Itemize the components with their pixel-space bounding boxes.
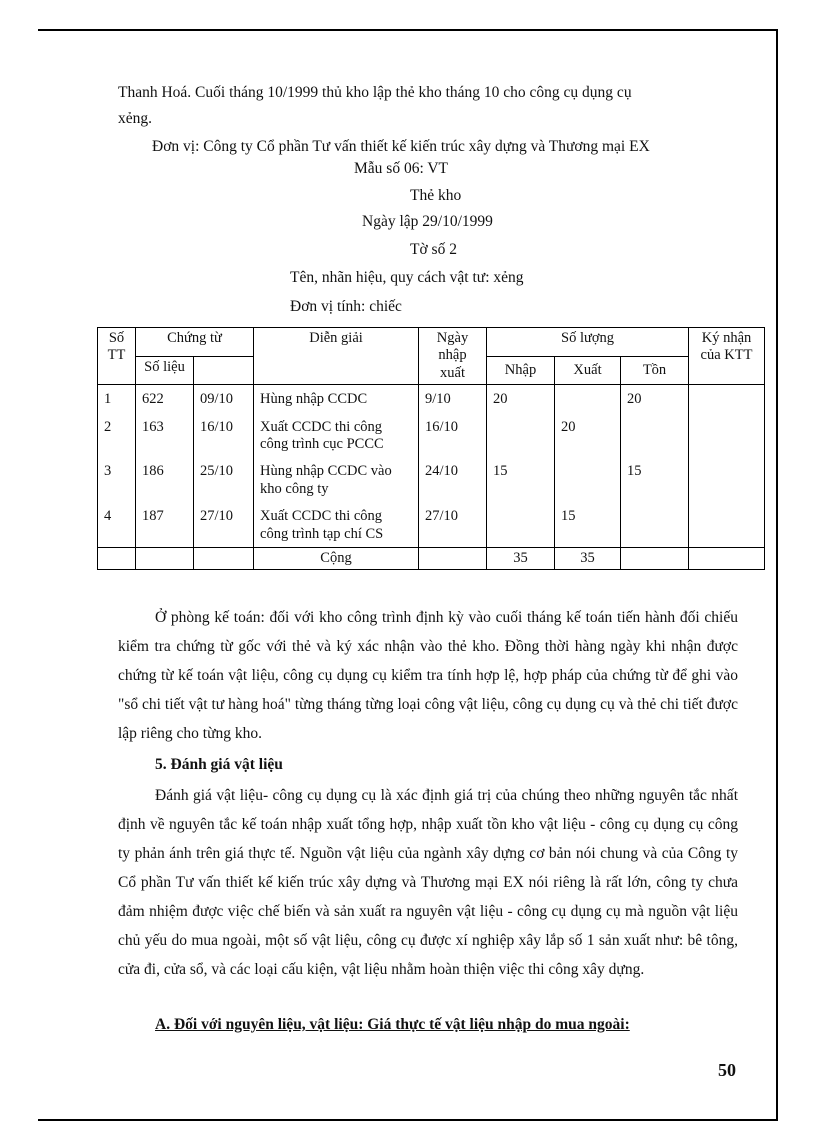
header-description: Diễn giải — [254, 328, 419, 385]
total-out: 35 — [555, 547, 621, 569]
unit-of-measure: Đơn vị tính: chiếc — [290, 298, 402, 315]
header-date-in-out: Ngày nhập xuất — [419, 328, 487, 385]
table-row: 2 163 16/10 Xuất CCDC thi công công trình cục PCCC 16/10 20 — [98, 413, 765, 458]
intro-line-2: xẻng. — [118, 110, 153, 127]
header-voucher-no: Số liệu — [136, 356, 194, 385]
intro-line-1: Thanh Hoá. Cuối tháng 10/1999 thủ kho lập thẻ kho tháng 10 cho công cụ dụng cụ — [118, 84, 632, 101]
header-voucher-date — [194, 356, 254, 385]
header-out: Xuất — [555, 356, 621, 385]
section-5-heading: 5. Đánh giá vật liệu — [155, 756, 283, 773]
unit-line: Đơn vị: Công ty Cổ phần Tư vấn thiết kế kiến trúc xây dựng và Thương mại EX — [152, 138, 650, 155]
total-in: 35 — [487, 547, 555, 569]
item-name: Tên, nhãn hiệu, quy cách vật tư: xẻng — [290, 269, 524, 286]
header-signature: Ký nhận của KTT — [689, 328, 765, 385]
table-row: 1 622 09/10 Hùng nhập CCDC 9/10 20 20 — [98, 385, 765, 413]
header-stt: Số TT — [98, 328, 136, 385]
sheet-number: Tờ số 2 — [410, 241, 457, 258]
stock-card-table — [97, 327, 765, 570]
card-title: Thẻ kho — [410, 187, 462, 204]
paragraph-valuation: Đánh giá vật liệu- công cụ dụng cụ là xác định giá trị của chúng theo những nguyên tắc nhất định về nguyên tắc kế toán nhập xuất tổng hợp, nhập xuất tồn kho vật liệu - công cụ dụng cụ công ty phản ánh trên giá thực tế. Nguồn vật liệu của ngành xây dựng cơ bản nói chung và của Công ty Cổ phần Tư vấn thiết kế kiến trúc xây dựng và Thương mại EX nói riêng là rất lớn, công ty chưa đảm nhiệm được việc chế biến và sản xuất ra nguyên vật liệu - công cụ dụng cụ mà nguồn vật liệu chủ yếu do mua ngoài, một số vật liệu, công cụ được xí nghiệp xây lắp số 1 sản xuất như: bê tông, cửa đi, cửa sổ, và các loại cấu kiện, vật liệu nhằm hoàn thiện việc thi công xây dựng. — [118, 787, 738, 978]
page-number: 50 — [718, 1060, 736, 1080]
header-quantity: Số lượng — [487, 328, 689, 357]
table-row: 3 186 25/10 Hùng nhập CCDC vào kho công ty 24/10 15 15 — [98, 457, 765, 502]
header-voucher: Chứng từ — [136, 328, 254, 357]
card-date: Ngày lập 29/10/1999 — [362, 213, 493, 230]
form-number: Mẫu số 06: VT — [354, 160, 449, 177]
paragraph-accounting: Ở phòng kế toán: đối với kho công trình định kỳ vào cuối tháng kế toán tiến hành đối chiếu kiểm tra chứng từ gốc với thẻ và ký xác nhận vào thẻ kho. Đồng thời hàng ngày khi nhận được chứng từ kế toán vật liệu, công cụ dụng cụ kiểm tra tính hợp lệ, hợp pháp của chứng từ để ghi vào "sổ chi tiết vật tư hàng hoá" từng tháng từng loại công vật liệu, công cụ dụng cụ và thẻ chi tiết được lập riêng cho từng kho. — [118, 609, 738, 742]
table-total-row — [98, 547, 765, 569]
total-label: Cộng — [254, 547, 419, 569]
header-balance: Tồn — [621, 356, 689, 385]
table-row: 4 187 27/10 Xuất CCDC thi công công trình tạp chí CS 27/10 15 — [98, 502, 765, 547]
header-in: Nhập — [487, 356, 555, 385]
section-a-heading: A. Đối với nguyên liệu, vật liệu: Giá thực tế vật liệu nhập do mua ngoài: — [155, 1016, 630, 1033]
